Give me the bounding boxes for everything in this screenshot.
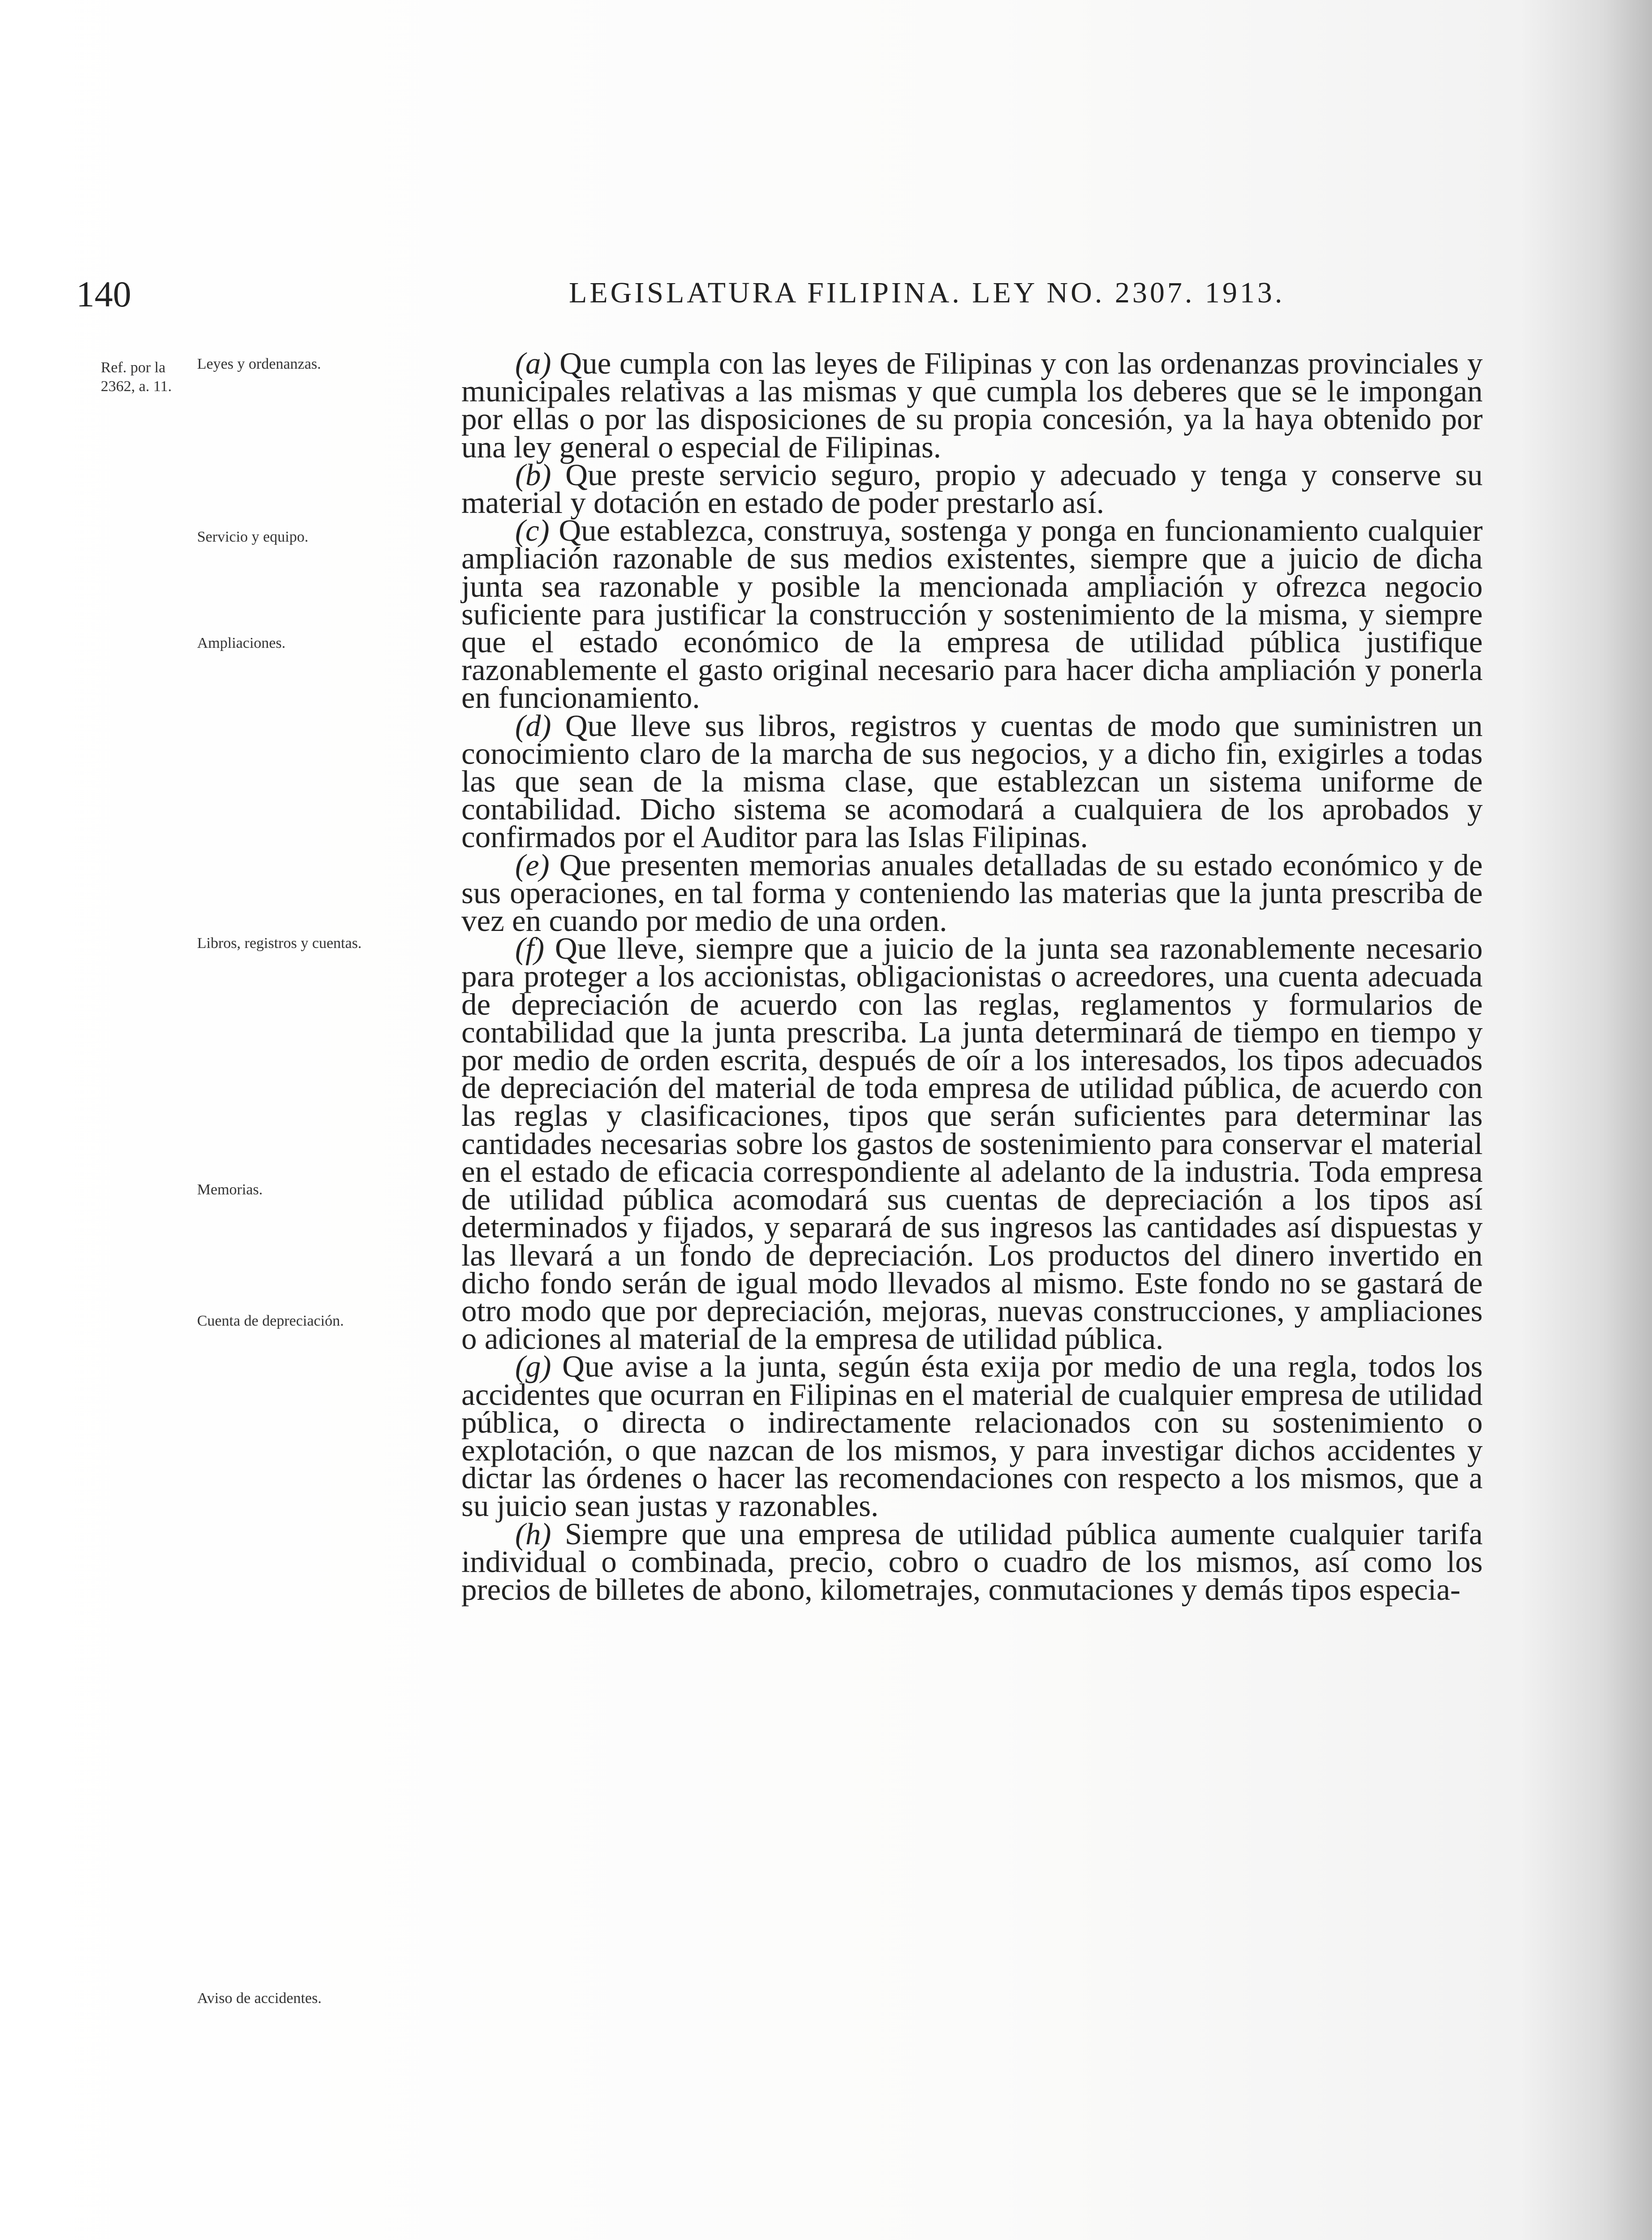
sidenote-libros: Libros, registros y cuentas. xyxy=(197,935,362,952)
reference-note: Ref. por la 2362, a. 11. xyxy=(101,359,172,395)
paragraph-letter: (d) xyxy=(515,708,551,743)
paragraph-letter: (h) xyxy=(515,1516,551,1551)
paragraph-letter: (c) xyxy=(515,513,550,548)
sidenote-leyes: Leyes y ordenanzas. xyxy=(197,356,321,372)
paragraph-text: Que cumpla con las leyes de Filipinas y con las ordenanzas provinciales y municipales relativas a las mismas y que cumpla los deberes que se le impongan por ellas o por las disposiciones de su propia concesión, ya la haya obtenido por una ley general o especial de Filipinas. xyxy=(461,346,1483,464)
sidenote-servicio: Servicio y equipo. xyxy=(197,529,309,545)
sidenote-ampliaciones: Ampliaciones. xyxy=(197,635,286,651)
paragraph-letter: (g) xyxy=(515,1349,551,1384)
paragraph-f xyxy=(461,931,1483,1356)
running-title: LEGISLATURA FILIPINA. LEY NO. 2307. 1913. xyxy=(569,276,1285,309)
paragraph-g xyxy=(461,1349,1483,1523)
sidenote-depreciacion: Cuenta de depreciación. xyxy=(197,1313,344,1329)
page-header xyxy=(76,273,1536,323)
paragraph-letter: (b) xyxy=(515,457,551,492)
paragraph-text: Siempre que una empresa de utilidad pública aumente cualquier tarifa individual o combinada, precio, cobro o cuadro de los mismos, así como los precios de billetes de abono, kilometrajes, conmutaciones y demás tipos especia- xyxy=(461,1516,1483,1607)
paragraph-h xyxy=(461,1516,1483,1607)
paragraph-e xyxy=(461,848,1483,938)
paragraph-text: Que presenten memorias anuales detalladas de su estado económico y de sus operaciones, en tal forma y conteniendo las materias que la junta prescriba de vez en cuando por medio de una orden. xyxy=(461,848,1483,938)
paragraph-letter: (f) xyxy=(515,931,545,966)
sidenote-accidentes: Aviso de accidentes. xyxy=(197,1990,322,2007)
paragraph-text: Que establezca, construya, sostenga y ponga en funcionamiento cualquier ampliación razonable de sus medios existentes, siempre que a juicio de dicha junta sea razonable y posible la mencionada ampliación y ofrezca negocio suficiente para justificar la construcción y sostenimiento de la misma, y siempre que el estado económico de la empresa de utilidad pública justifique razonablemente el gasto original necesario para hacer dicha ampliación y ponerla en funcionamiento. xyxy=(461,513,1483,715)
paragraph-c xyxy=(461,513,1483,715)
paragraph-text: Que avise a la junta, según ésta exija por medio de una regla, todos los accidentes que ocurran en Filipinas en el material de cualquier empresa de utilidad pública, o directa o indirectamente relacionados con su sostenimiento o explotación, o que nazcan de los mismos, y para investigar dichos accidentes y dictar las órdenes o hacer las recomendaciones con respecto a los mismos, que a su juicio sean justas y razonables. xyxy=(461,1349,1483,1523)
paragraph-text: Que preste servicio seguro, propio y adecuado y tenga y conserve su material y dotación en estado de poder prestarlo así. xyxy=(461,457,1483,520)
paragraph-text: Que lleve, siempre que a juicio de la junta sea razonablemente necesario para proteger a los accionistas, obligacionistas o acreedores, una cuenta adecuada de depreciación de acuerdo con las reglas, reglamentos y formularios de contabilidad que la junta prescriba. La junta determinará de tiempo en tiempo y por medio de orden escrita, después de oír a los interesados, los tipos adecuados de depreciación del material de toda empresa de utilidad pública, de acuerdo con las reglas y clasificaciones, tipos que serán suficientes para determinar las cantidades necesarias sobre los gastos de sostenimiento para conservar el material en el estado de eficacia correspondiente al adelanto de la industria. Toda empresa de utilidad pública acomodará sus cuentas de depreciación a los tipos así determinados y fijados, y separará de sus ingresos las cantidades así dispuestas y las llevará a un fondo de depreciación. Los productos del dinero invertido en dicho fondo serán de igual modo llevados al mismo. Este fondo no se gastará de otro modo que por depreciación, mejoras, nuevas construcciones, y ampliaciones o adiciones al material de la empresa de utilidad pública. xyxy=(461,931,1483,1356)
paragraph-text: Que lleve sus libros, registros y cuentas de modo que suministren un conocimiento claro de la marcha de sus negocios, y a dicho fin, exigirles a todas las que sean de la misma clase, que establezcan un sistema uniforme de contabilidad. Dicho sistema se acomodará a cualquiera de los aprobados y confirmados por el Auditor para las Islas Filipinas. xyxy=(461,708,1483,854)
body-text xyxy=(461,346,1483,1607)
paragraph-letter: (a) xyxy=(515,346,551,380)
paragraph-a xyxy=(461,346,1483,464)
page-number: 140 xyxy=(76,274,131,314)
sidenote-memorias: Memorias. xyxy=(197,1181,263,1198)
paragraph-letter: (e) xyxy=(515,848,550,882)
paragraph-d xyxy=(461,708,1483,854)
paragraph-b xyxy=(461,457,1483,520)
